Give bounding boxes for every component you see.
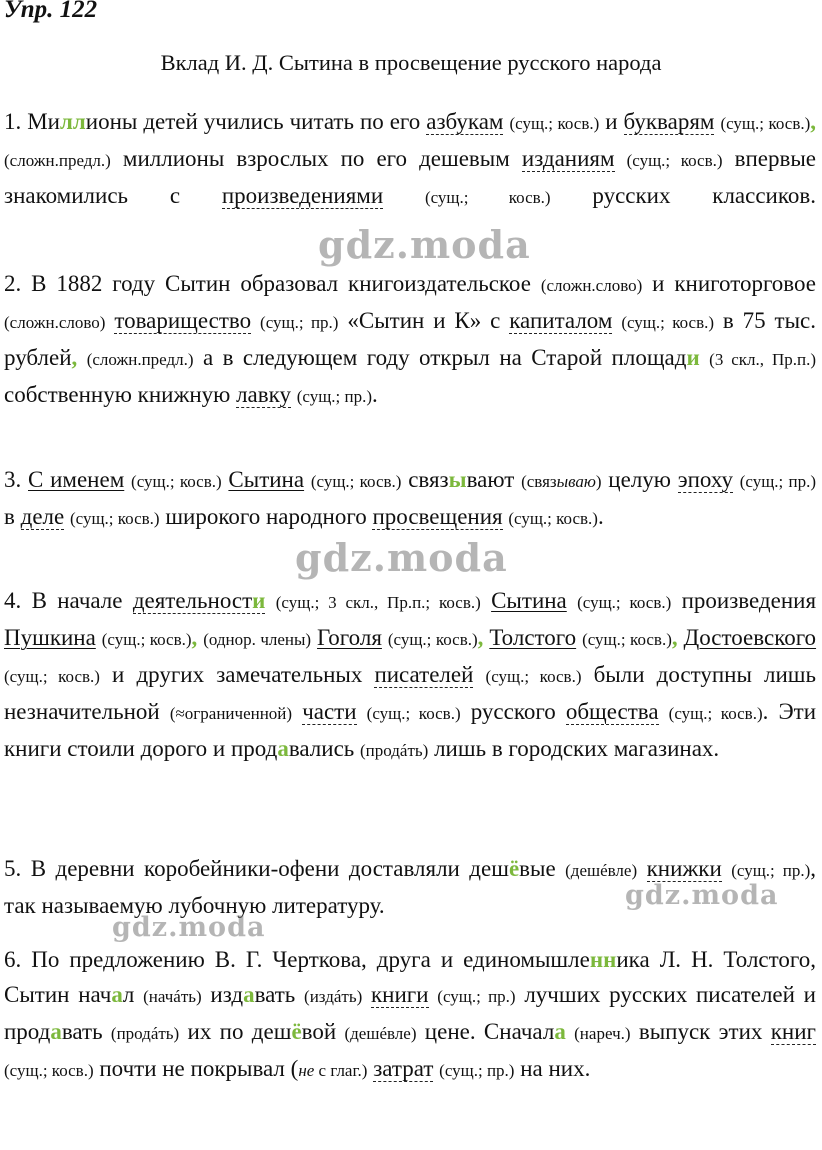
underlined-word: книг: [770, 1019, 816, 1044]
underlined-word: писателей: [374, 662, 474, 687]
underlined-word: Пушкина: [4, 625, 96, 650]
paragraph-1: 1. Миллионы детей учились читать по его азбукам (сущ.; косв.) и букварям (сущ.; косв.), (сложн.предл.) миллионы взрослых по его дешевым изданиям (сущ.; косв.) впервые знакомились с произведениями (сущ.; косв.) русских классиков.: [4, 109, 817, 208]
underlined-word: книжки: [646, 856, 722, 881]
underlined-word: лавку: [236, 382, 291, 407]
underlined-word: затрат: [373, 1056, 434, 1081]
exercise-heading: Упр. 122: [4, 0, 98, 23]
underlined-word: деятельности: [132, 588, 266, 613]
text-title: Вклад И. Д. Сытина в просвещение русского народа: [160, 50, 662, 75]
watermark: gdz.moda: [318, 222, 531, 267]
watermark: gdz.moda: [112, 912, 266, 943]
underlined-word: просвещения: [372, 504, 503, 529]
underlined-word: общества: [565, 699, 659, 724]
underlined-word: букварям: [623, 109, 715, 134]
underlined-word: произведениями: [221, 183, 384, 208]
underlined-word: азбукам: [426, 109, 504, 134]
watermark: gdz.moda: [295, 535, 508, 580]
underlined-word: капиталом: [509, 308, 613, 333]
paragraph-4: 4. В начале деятельности (сущ.; 3 скл., Пр.п.; косв.) Сытина (сущ.; косв.) произведения Пушкина (сущ.; косв.), (однор. члены) Гоголя (сущ.; косв.), Толстого (сущ.; косв.), Достоевского (сущ.; косв.) и других замечательных писателей (сущ.; косв.) были доступны лишь незначительной (≈ограниченной) части (сущ.; косв.) русского общества (сущ.; косв.). Эти книги стоили дорого и продавались (продáть) лишь в городских магазинах.: [4, 588, 817, 761]
watermark: gdz.moda: [625, 880, 779, 911]
underlined-word: С именем: [28, 467, 125, 492]
underlined-word: деле: [20, 504, 65, 529]
paragraph-6: 6. По предложению В. Г. Черткова, друга и единомышленника Л. Н. Толстого, Сытин начал (начáть) издавать (издáть) книги (сущ.; пр.) лучших русских писателей и продавать (продáть) их по дешёвой (дешéвле) цене. Сначала (нареч.) выпуск этих книг (сущ.; косв.) почти не покрывал (не с глаг.) затрат (сущ.; пр.) на них.: [4, 947, 816, 1081]
paragraph-2: 2. В 1882 году Сытин образовал книгоиздательское (сложн.слово) и книготорговое (сложн.слово) товарищество (сущ.; пр.) «Сытин и К» с капиталом (сущ.; косв.) в 75 тыс. рублей, (сложн.предл.) а в следующем году открыл на Старой площади (3 скл., Пр.п.) собственную книжную лавку (сущ.; пр.).: [4, 271, 817, 407]
underlined-word: изданиям: [521, 146, 615, 171]
underlined-word: части: [302, 699, 357, 724]
underlined-word: Гоголя: [317, 625, 382, 650]
underlined-word: товарищество: [114, 308, 252, 333]
underlined-word: Толстого: [489, 625, 577, 650]
underlined-word: эпоху: [677, 467, 733, 492]
paragraph-3: 3. С именем (сущ.; косв.) Сытина (сущ.; косв.) связывают (связываю) целую эпоху (сущ.; пр.) в деле (сущ.; косв.) широкого народного просвещения (сущ.; косв.).: [4, 467, 817, 529]
underlined-word: Сытина: [228, 467, 305, 492]
paragraph-5: 5. В деревни коробейники-офени доставляли дешёвые (дешéвле) книжки (сущ.; пр.), так называемую лубочную литературу.: [4, 856, 816, 918]
underlined-word: книги: [371, 982, 429, 1007]
underlined-word: Сытина: [491, 588, 567, 613]
underlined-word: Достоевского: [683, 625, 817, 650]
